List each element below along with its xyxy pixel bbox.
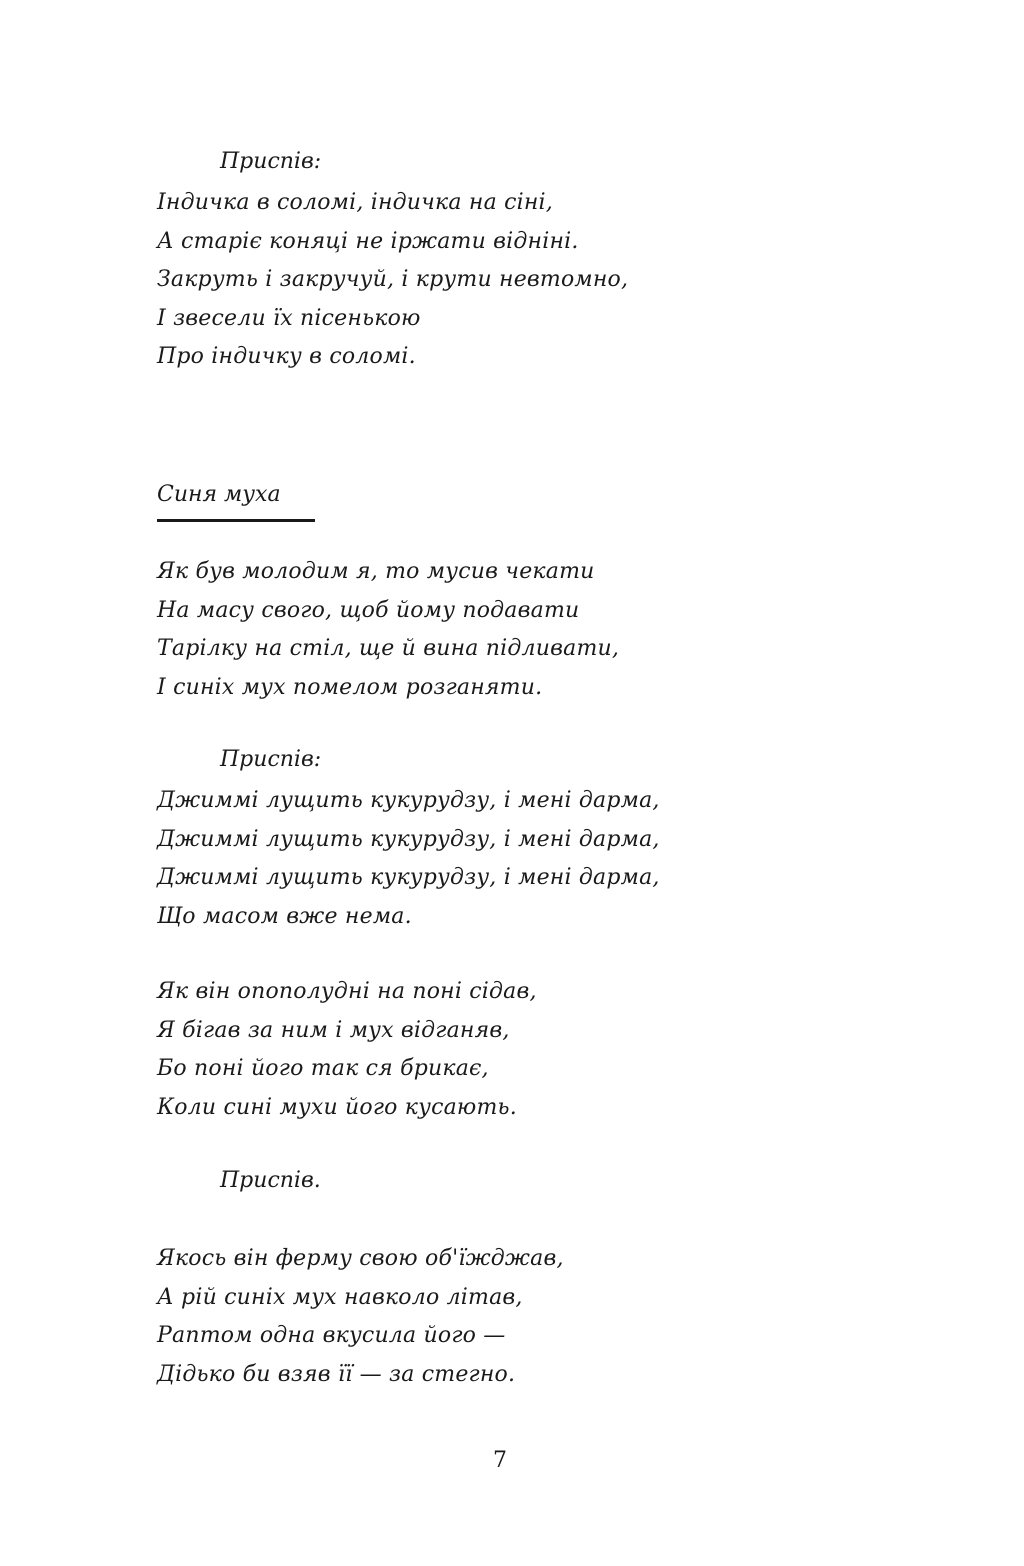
chorus-label: Приспів.	[220, 1168, 321, 1193]
verse-stanza	[157, 973, 717, 1127]
verse-line: Я бігав за ним і мух відганяв,	[157, 1017, 510, 1043]
verse-line: Як він опополудні на поні сідав,	[157, 979, 537, 1004]
verse-line: На масу свого, щоб йому подавати	[157, 597, 580, 623]
verse-line: І синіх мух помелом розганяти.	[157, 674, 543, 700]
chorus-label: Приспів:	[220, 747, 322, 772]
chorus-line: А старіє коняці не іржати відніні.	[157, 228, 579, 254]
verse-line: Коли сині мухи його кусають.	[157, 1094, 517, 1120]
verse-line: Дідько би взяв її — за стегно.	[157, 1361, 516, 1387]
chorus-label: Приспів:	[220, 149, 322, 174]
verse-line: Якось він ферму свою об'їжджав,	[157, 1246, 564, 1271]
chorus-line: Джиммі лущить кукурудзу, і мені дарма,	[157, 826, 660, 852]
title-underline	[157, 519, 315, 522]
chorus-line: Джиммі лущить кукурудзу, і мені дарма,	[157, 788, 660, 813]
song-title: Синя муха	[157, 482, 281, 507]
verse-stanza	[157, 553, 717, 707]
verse-line: Бо поні його так ся брикає,	[157, 1056, 489, 1081]
verse-stanza	[157, 1240, 717, 1394]
chorus-line: Що масом вже нема.	[157, 903, 412, 929]
verse-line: А рій синіх мух навколо літав,	[157, 1284, 523, 1310]
chorus-stanza	[157, 184, 717, 377]
chorus-line: Про індичку в соломі.	[157, 344, 416, 369]
chorus-line: Індичка в соломі, індичка на сіні,	[157, 190, 553, 215]
chorus-line: І звесели їх пісенькою	[157, 305, 421, 331]
verse-line: Як був молодим я, то мусив чекати	[157, 559, 595, 584]
verse-line: Раптом одна вкусила його —	[157, 1323, 506, 1348]
page-number: 7	[493, 1448, 507, 1473]
chorus-stanza	[157, 782, 717, 936]
chorus-line: Джиммі лущить кукурудзу, і мені дарма,	[157, 865, 660, 890]
verse-line: Тарілку на стіл, ще й вина підливати,	[157, 636, 620, 661]
chorus-line: Закруть і закручуй, і крути невтомно,	[157, 267, 629, 292]
